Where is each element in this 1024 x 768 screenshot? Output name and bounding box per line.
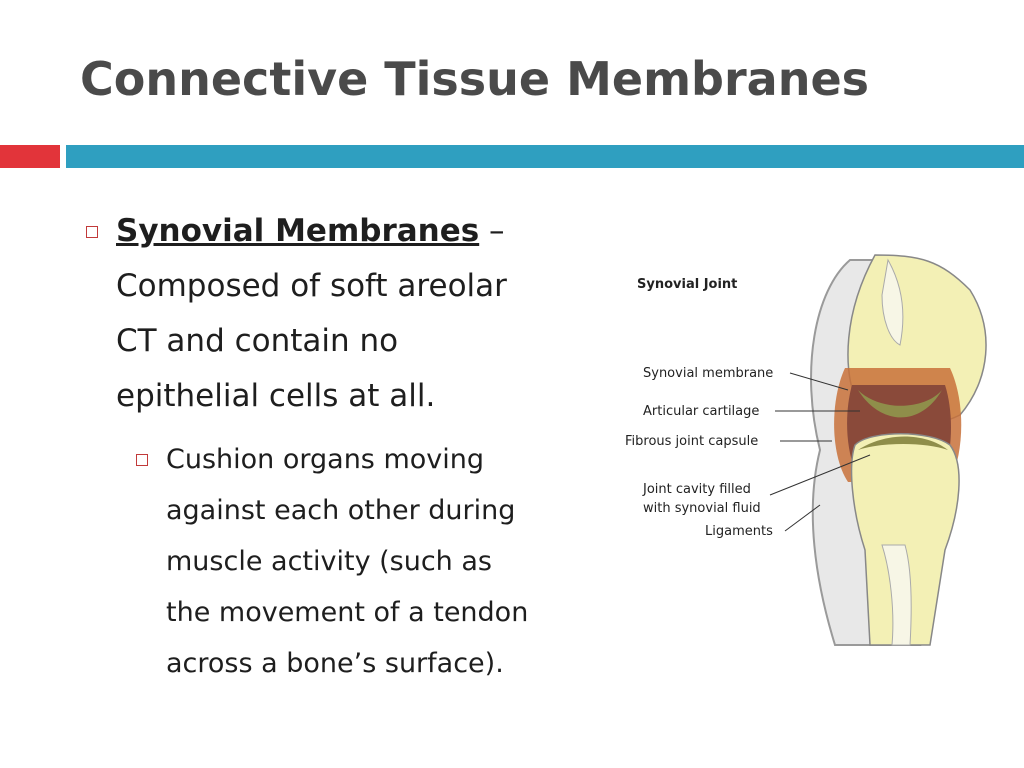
bullet-dash: –: [479, 213, 505, 249]
bullet-line: Composed of soft areolar: [116, 268, 507, 304]
label-joint-cavity-2: with synovial fluid: [643, 501, 761, 516]
sub-bullet-line: across a bone’s surface).: [166, 648, 504, 679]
bullet-line: CT and contain no: [116, 323, 399, 359]
label-fibrous-capsule: Fibrous joint capsule: [625, 434, 759, 449]
synovial-joint-diagram: [620, 250, 1010, 650]
title-rule-blue: [66, 145, 1024, 168]
figure-title: Synovial Joint: [637, 277, 738, 292]
sub-bullet-line: against each other during: [166, 495, 516, 526]
label-ligaments: Ligaments: [705, 524, 773, 539]
bullet-square-icon: [86, 226, 98, 238]
bullet-synovial-membranes: [116, 204, 507, 424]
sub-bullet-square-icon: [136, 454, 148, 466]
sub-bullet-line: Cushion organs moving: [166, 444, 485, 475]
bullet-line: [116, 204, 507, 259]
label-articular-cartilage: Articular cartilage: [643, 404, 760, 419]
label-synovial-membrane: Synovial membrane: [643, 366, 774, 381]
sub-bullet-line: the movement of a tendon: [166, 597, 529, 628]
sub-bullet-line: muscle activity (such as: [166, 546, 492, 577]
bullet-heading: Synovial Membranes: [116, 213, 480, 249]
title-rule-red: [0, 145, 60, 168]
sub-bullet-cushion-organs: [166, 434, 528, 689]
slide-title: Connective Tissue Membranes: [80, 52, 870, 106]
label-joint-cavity-1: Joint cavity filled: [643, 482, 751, 497]
bullet-line: epithelial cells at all.: [116, 378, 436, 414]
